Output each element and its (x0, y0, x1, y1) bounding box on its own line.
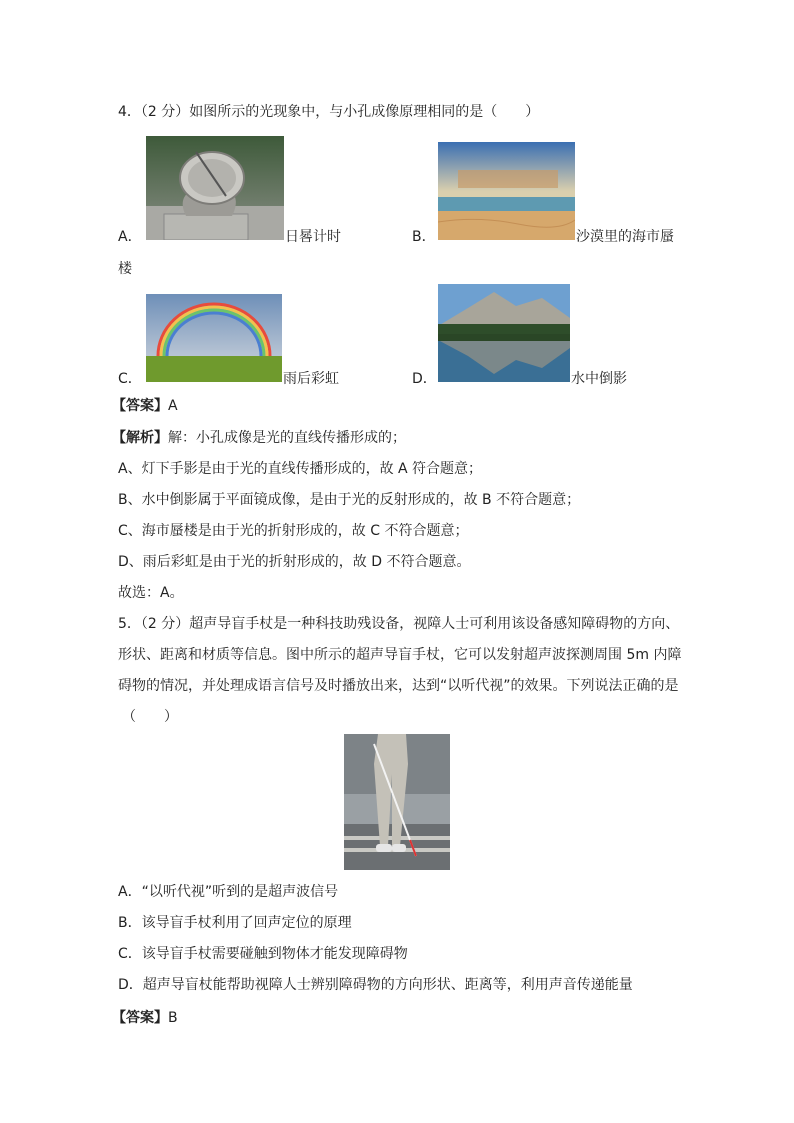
answer-label: 【答案】 (112, 1010, 168, 1026)
mirage-image (438, 142, 575, 240)
guide-cane-image (344, 734, 450, 870)
option-d-letter: D． (412, 371, 437, 387)
q5-stem-line: 5．（2 分）超声导盲手杖是一种科技助残设备，视障人士可利用该设备感知障碍物的方向、 (118, 616, 680, 632)
option-a-caption: 日晷计时 (285, 229, 341, 245)
answer-value: B (168, 1010, 178, 1026)
option-d-caption: 水中倒影 (571, 371, 627, 387)
sundial-image (146, 136, 284, 240)
q4-answer (112, 396, 178, 416)
option-b-letter: B． (412, 229, 436, 245)
reflection-image (438, 284, 570, 382)
q4-analysis-line (112, 428, 406, 448)
q5-option-c: C．该导盲手杖需要碰触到物体才能发现障碍物 (118, 946, 408, 962)
q5-answer (112, 1008, 178, 1028)
rainbow-image (146, 294, 282, 382)
q4-analysis-line: D、雨后彩虹是由于光的折射形成的，故 D 不符合题意。 (118, 554, 471, 570)
q5-stem-line: （ ） (122, 709, 178, 725)
q5-stem-line: 碍物的情况，并处理成语言信号及时播放出来，达到“以听代视”的效果。下列说法正确的是 (118, 678, 679, 694)
q4-analysis-line: B、水中倒影属于平面镜成像，是由于光的反射形成的，故 B 不符合题意； (118, 492, 581, 508)
q5-option-b: B．该导盲手杖利用了回声定位的原理 (118, 915, 352, 931)
answer-label: 【答案】 (112, 398, 168, 414)
q4-analysis-line: A、灯下手影是由于光的直线传播形成的，故 A 符合题意； (118, 461, 483, 477)
option-b-caption: 沙漠里的海市蜃 (576, 229, 674, 245)
answer-value: A (168, 398, 178, 414)
option-c-caption: 雨后彩虹 (283, 371, 339, 387)
q4-stem: 4．（2 分）如图所示的光现象中，与小孔成像原理相同的是（ ） (118, 104, 540, 120)
option-b-caption-wrap: 楼 (118, 261, 132, 277)
q5-option-d: D．超声导盲杖能帮助视障人士辨别障碍物的方向形状、距离等，利用声音传递能量 (118, 977, 633, 993)
analysis-text: 解：小孔成像是光的直线传播形成的； (168, 430, 406, 446)
q4-analysis-line: 故选：A。 (118, 585, 184, 601)
analysis-label: 【解析】 (112, 430, 168, 446)
q4-analysis-line: C、海市蜃楼是由于光的折射形成的，故 C 不符合题意； (118, 523, 469, 539)
option-c-letter: C． (118, 371, 142, 387)
q5-stem-line: 形状、距离和材质等信息。图中所示的超声导盲手杖，它可以发射超声波探测周围 5m 内障 (118, 647, 682, 663)
q5-option-a: A．“以听代视”听到的是超声波信号 (118, 884, 339, 900)
option-a-letter: A． (118, 229, 142, 245)
